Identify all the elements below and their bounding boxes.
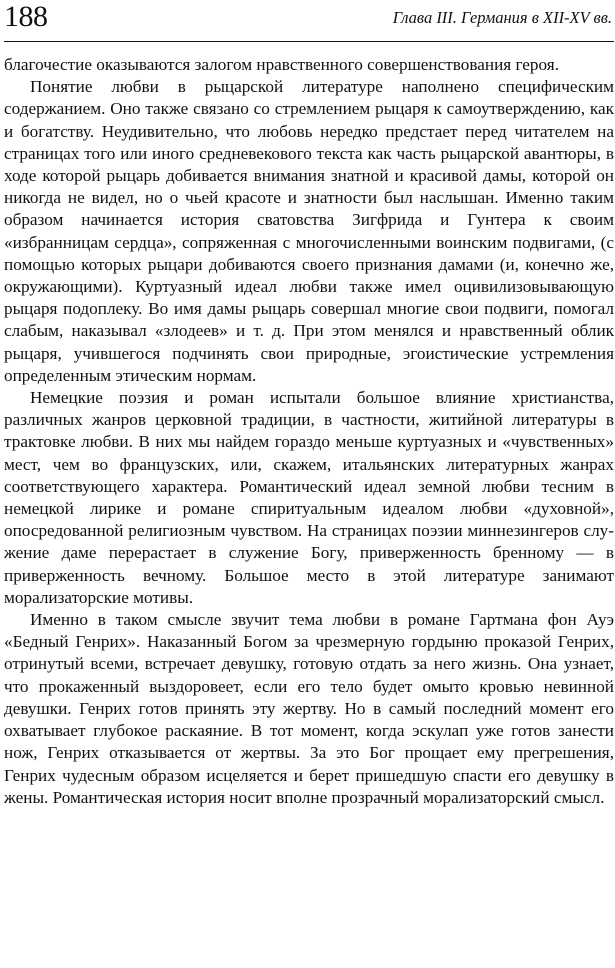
page-header — [4, 0, 614, 42]
paragraph: Именно в таком смысле звучит тема любви в романе Гартмана фон Ауэ «Бедный Генрих». Наказанный Богом за чрезмерную гордыню проказой Генрих, отринутый всеми, встречает девушку, готовую отдать за него жизнь. Она узнает, что прокаженный выздоровеет, если его тело будет омыто кровью невинной девушки. Генрих готов принять эту жертву. Но в самый последний момент его охватывает глубокое раскаяние. В тот момент, когда эскулап уже готов занести нож, Генрих отказывается от жертвы. За это Бог прощает ему прегрешения, Генрих чудесным образом исцеляется и берет пришедшую спасти его девушку в жены. Романтическая история носит вполне прозрачный морализаторский смысл. — [4, 610, 614, 807]
paragraph: Немецкие поэзия и роман испытали большое влияние христианства, различных жанров церковной традиции, в частности, житийной литературы в трактовке любви. В них мы найдем гораздо меньше куртуазных и «чувственных» мест, чем во французских, или, скажем, итальянских литературных жанрах соответствующего характера. Романтический идеал земной любви тесним в немецкой лирике и романе спиритуальным идеалом любви «духовной», опосредованной религиозным чувством. На страницах поэзии миннезингеров служение даме перерастает в служение Богу, приверженность бренному — в приверженность вечному. Большое место в этой литературе занимают морализаторские мотивы. — [4, 388, 614, 607]
page-number: 188 — [4, 0, 48, 33]
body-text — [4, 42, 614, 809]
paragraph: Понятие любви в рыцарской литературе наполнено специфическим содержанием. Оно также связано со стремлением рыцаря к самоутверждению, как и богатству. Неудивительно, что любовь нередко предстает перед читателем на страницах того или иного средневекового текста как часть рыцарской авантюры, в ходе которой рыцарь добивается внимания знатной и красивой дамы, которой он никогда не видел, но о чьей красоте и знатности был наслышан. Именно таким образом начинается история сватовства Зигфрида и Гунтера к своим «избранницам сердца», сопряженная с многочисленными воинским подвигами, (с помощью которых рыцари добиваются своего признания дамами (и, конечно же, окружающими). Куртуазный идеал любви также имел оцивилизовывающую рыцаря подоплеку. Во имя дамы рыцарь совершал многие свои подвиги, помогал слабым, наказывал «злодеев» и т. д. При этом менялся и нравственный облик рыцаря, учившегося подчинять свои природные, эгоистические устремления определенным этическим нормам. — [4, 77, 614, 385]
paragraph: благочестие оказываются залогом нравственного совершенствования героя. — [4, 55, 559, 74]
running-head: Глава III. Германия в XII-XV вв. — [392, 8, 612, 27]
